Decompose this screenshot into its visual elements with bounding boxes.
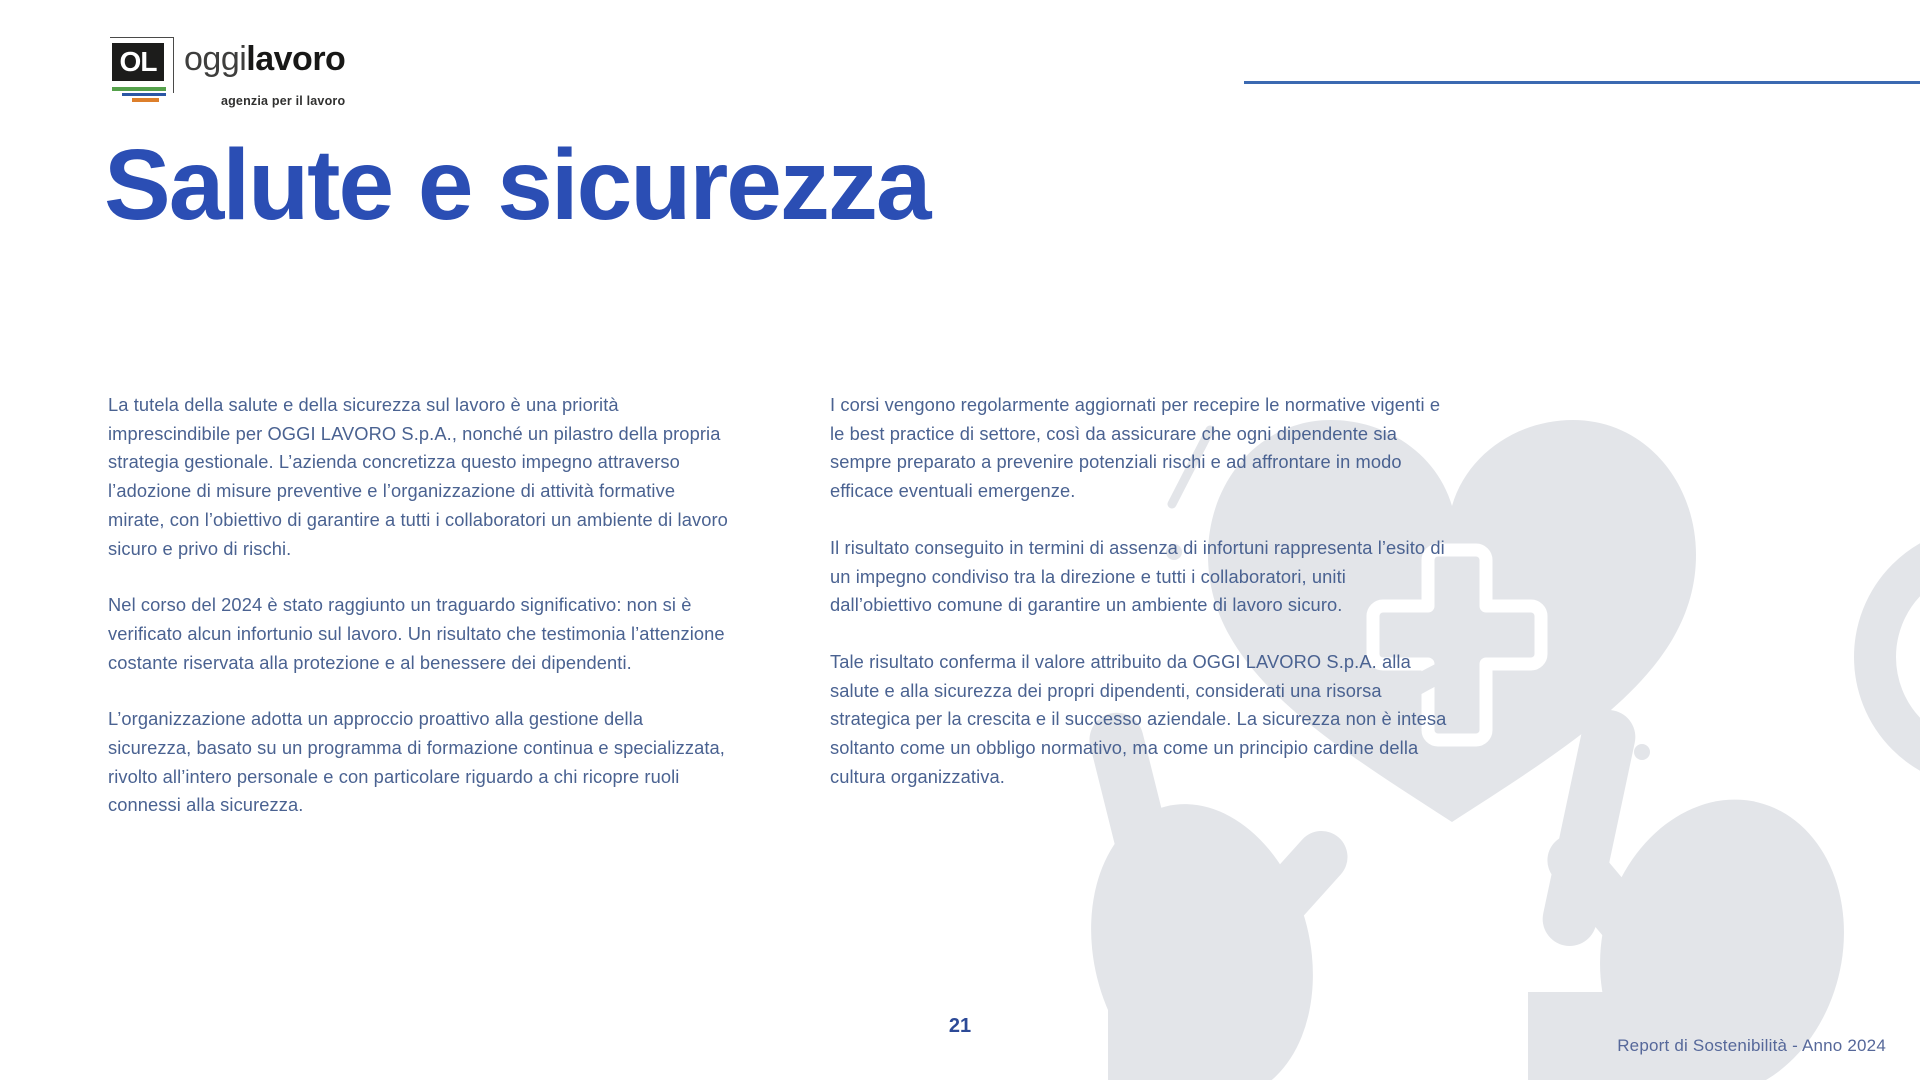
- logo-name-regular: oggi: [184, 40, 247, 78]
- logo-stripes: [112, 87, 172, 104]
- logo-stripe-orange: [132, 98, 159, 102]
- header-accent-line: [1244, 81, 1920, 84]
- text-column-left: [108, 391, 728, 848]
- paragraph: Tale risultato conferma il valore attribuito da OGGI LAVORO S.p.A. alla salute e alla sicurezza dei propri dipendenti, considerati una risorsa strategica per la crescita e il successo aziendale. La sicurezza non è intesa soltanto come un obbligo normativo, ma come un principio cardine della cultura organizzativa.: [830, 650, 1447, 787]
- logo-name-bold: lavoro: [246, 40, 346, 78]
- logo-wordmark: [184, 41, 345, 119]
- dot-accent: [1634, 744, 1650, 760]
- ol-mark-text: OL: [119, 46, 157, 77]
- edge-ring-accent: [1875, 547, 1920, 767]
- logo-stripe-green: [112, 87, 166, 91]
- logo-tagline: agenzia per il lavoro: [220, 94, 346, 108]
- page-number: 21: [948, 1015, 972, 1037]
- paragraph: Nel corso del 2024 è stato raggiunto un traguardo significativo: non si è verificato alcun infortunio sul lavoro. Un risultato che testimonia l’attenzione costante riservata alla protezione e al benessere dei dipendenti.: [108, 594, 725, 673]
- paragraph: I corsi vengono regolarmente aggiornati per recepire le normative vigenti e le best practice di settore, così da assicurare che ogni dipendente sia sempre preparato a prevenire potenziali rischi e ad affrontare in modo efficace eventuali emergenze.: [830, 394, 1441, 502]
- page-title: Salute e sicurezza: [104, 129, 930, 241]
- paragraph: La tutela della salute e della sicurezza sul lavoro è una priorità imprescindibile per OGGI LAVORO S.p.A., nonché un pilastro della propria strategia gestionale. L’azienda concretizza questo impegno attraverso l’adozione di misure preventive e l’organizzazione di attività formative mirate, con l’obiettivo di garantire a tutti i collaboratori un ambiente di lavoro sicuro e privo di rischi.: [108, 394, 728, 559]
- paragraph: Il risultato conseguito in termini di assenza di infortuni rappresenta l’esito di un impegno condiviso tra la direzione e tutti i collaboratori, uniti dall’obiettivo comune di garantire un ambiente di lavoro sicuro.: [830, 536, 1445, 616]
- body-columns: [108, 391, 1450, 848]
- ol-mark-icon: [112, 43, 164, 81]
- text-column-right: [830, 391, 1450, 848]
- logo-stripe-blue: [122, 93, 166, 97]
- footer-label: Report di Sostenibilità - Anno 2024: [1617, 1036, 1886, 1055]
- paragraph: L’organizzazione adotta un approccio proattivo alla gestione della sicurezza, basato su un programma di formazione continua e specializzata, rivolto all’intero personale e con particolare riguardo a chi ricopre ruoli connessi alla sicurezza.: [108, 708, 725, 816]
- oggilavoro-logo: [108, 37, 368, 107]
